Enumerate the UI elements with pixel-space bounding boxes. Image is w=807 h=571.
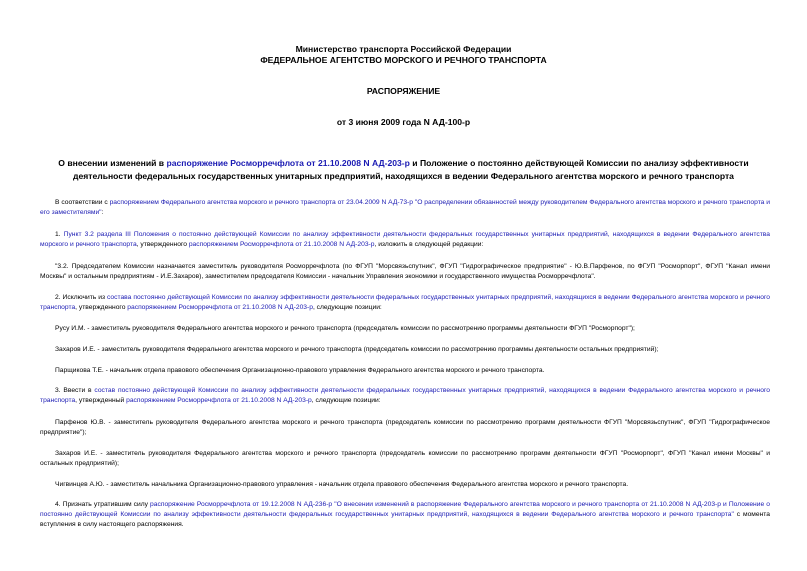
title-text-1: О внесении изменений в — [58, 158, 167, 168]
title-link[interactable]: распоряжение Росморречфлота от 21.10.2008 N АД-203-р — [166, 158, 410, 168]
document-type: РАСПОРЯЖЕНИЕ — [366, 86, 441, 96]
paragraph-2 — [40, 293, 770, 313]
p2-text-2: , утвержденного — [75, 304, 128, 311]
intro-paragraph — [40, 198, 770, 218]
p1-text-3: , изложить в следующей редакции: — [374, 241, 484, 248]
p4-text: 4. Признать утратившим силу — [55, 501, 151, 508]
intro-text: В соответствии с — [55, 199, 110, 206]
agency-name: ФЕДЕРАЛЬНОЕ АГЕНТСТВО МОРСКОГО И РЕЧНОГО ТРАНСПОРТА — [260, 55, 547, 65]
quote-paragraph: "3.2. Председателем Комиссии назначается заместитель руководителя Росморречфлота (по ФГУП "Морсвязьспутник", ФГУП "Гидрографическое предприятие" - Ю.В.Парфенов, по ФГУП "Росморпорт", ФГУП "Канал имени Москвы" и остальным предприятиям - И.Е.Захаров), заместителем председателя Комиссии - начальник Управления экономики и государственного имущества Росморречфлота". — [40, 263, 770, 280]
title-text-2: и Положение о постоянно действующей Комиссии по анализу эффективности деятельности федеральных государственных унитарных предприятий, находящихся в ведении Федерального агентства морского и речного транспорта — [73, 158, 749, 181]
paragraph-3 — [40, 386, 770, 406]
p3-text-2: , утвержденный — [75, 397, 127, 404]
p1-text: 1. — [55, 231, 64, 238]
list-item: Парщикова Т.Е. - начальник отдела правового обеспечения Организационно-правового управления Федерального агентства морского и речного транспорта. — [55, 367, 545, 374]
paragraph-1 — [40, 230, 770, 250]
intro-link[interactable]: распоряжением Федерального агентства морского и речного транспорта от 23.04.2009 N АД-73-р "О распределении обязанностей между руководителем Федерального агентства морского и речного транспорта и его заместителями" — [40, 199, 770, 216]
list-item: Чигвинцев А.Ю. - заместитель начальника Организационно-правового управления - начальник отдела правового обеспечения Федерального агентства морского и речного транспорта. — [55, 481, 629, 488]
p4-text-2: с момента вступления в силу настоящего распоряжения. — [40, 511, 771, 528]
p3-text-3: , следующие позиции: — [311, 397, 381, 404]
p1-link-2[interactable]: распоряжением Росморречфлота от 21.10.2008 N АД-203-р — [188, 241, 375, 248]
p3-link-2[interactable]: распоряжением Росморречфлота от 21.10.2008 N АД-203-р — [126, 397, 312, 404]
list-item: Парфенов Ю.В. - заместитель руководителя Федерального агентства морского и речного транспорта (председатель комиссии по рассмотрению программ деятельности ФГУП "Морсвязьспутник", ФГУП "Гидрографическое предприятие"); — [40, 419, 770, 436]
list-item: Захаров И.Е. - заместитель руководителя Федерального агентства морского и речного транспорта (председатель комиссии по рассмотрению программ деятельности ФГУП "Росморпорт", ФГУП "Канал имени Москвы" и остальных предприятий); — [40, 450, 770, 467]
p2-link-2[interactable]: распоряжением Росморречфлота от 21.10.2008 N АД-203-р — [127, 304, 313, 311]
p1-link-1[interactable]: Пункт 3.2 раздела III Положения о постоянно действующей Комиссии по анализу эффективности деятельности федеральных государственных унитарных предприятий, находящихся в ведении Федерального агентства морского и речного транспорта — [40, 231, 771, 248]
intro-text-end: : — [101, 209, 104, 216]
p2-link-1[interactable]: состава постоянно действующей Комиссии по анализу эффективности деятельности федеральных государственных унитарных предприятий, находящихся в ведении Федерального агентства морского и речного транспорта — [40, 294, 770, 311]
list-item: Русу И.М. - заместитель руководителя Федерального агентства морского и речного транспорта (председатель комиссии по рассмотрению программы деятельности ФГУП "Росморпорт"); — [55, 325, 635, 332]
p1-text-2: , утвержденного — [136, 241, 189, 248]
document-title — [40, 157, 767, 183]
ministry-name: Министерство транспорта Российской Федерации — [295, 44, 512, 54]
p2-text: 2. Исключить из — [55, 294, 107, 301]
list-item: Захаров И.Е. - заместитель руководителя Федерального агентства морского и речного транспорта (председатель комиссии по рассмотрению программы деятельности остальных предприятий); — [55, 346, 659, 353]
p2-text-3: , следующие позиции: — [312, 304, 382, 311]
document-date: от 3 июня 2009 года N АД-100-р — [336, 117, 471, 127]
paragraph-4 — [40, 500, 770, 530]
p3-text: 3. Ввести в — [55, 387, 95, 394]
p4-link[interactable]: распоряжение Росморречфлота от 19.12.2008 N АД-236-р "О внесении изменений в распоряжение Федерального агентства морского и речного транспорта от 21.10.2008 N АД-203-р и Положение о постоянно действующей Комиссии по анализу эффективности деятельности федеральных государственных унитарных предприятий, находящихся в ведении Федерального агентства морского и речного транспорта" — [40, 501, 770, 518]
p3-link-1[interactable]: состав постоянно действующей Комиссии по анализу эффективности деятельности федеральных государственных унитарных предприятий, находящихся в ведении Федерального агентства морского и речного транспорта — [40, 387, 770, 404]
